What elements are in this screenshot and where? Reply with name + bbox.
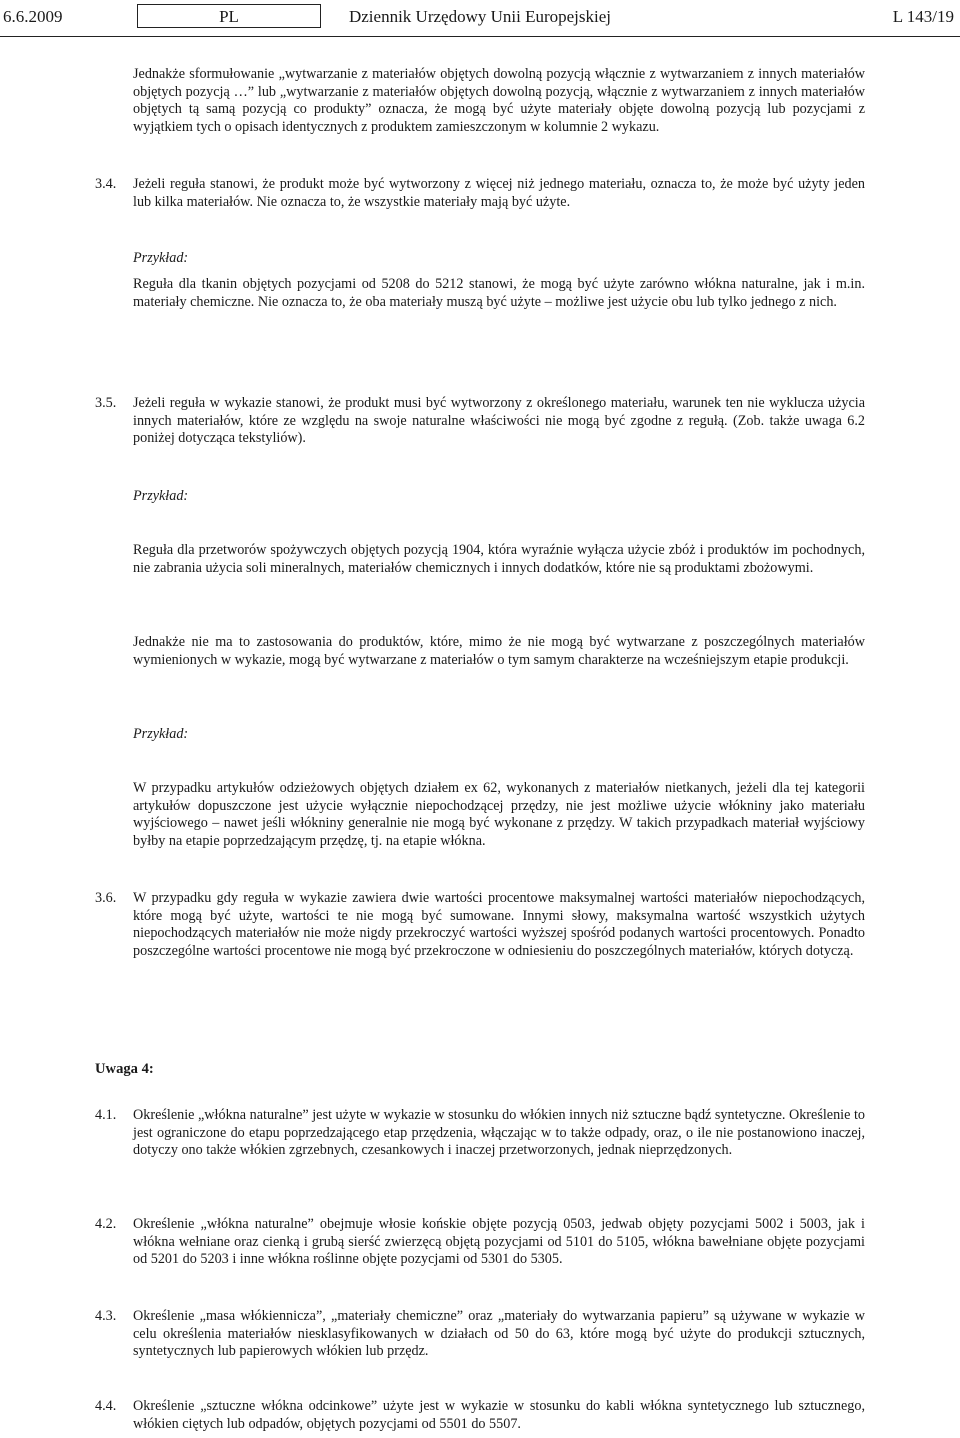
note-item-number: 4.4.: [95, 1398, 117, 1414]
note-4-heading: Uwaga 4:: [95, 1061, 154, 1077]
note-item-text: Określenie „sztuczne włókna odcinkowe” użyte jest w wykazie w stosunku do kabli włókna syntetycznego lub sztucznego, włókien ciętych lub odpadów, objętych pozycjami od 5501 do 5507.: [133, 1398, 865, 1432]
section-number-3-5: 3.5.: [95, 395, 117, 411]
section-number-3-4: 3.4.: [95, 176, 117, 192]
note-item-text: Określenie „włókna naturalne” obejmuje włosie końskie objęte pozycją 0503, jedwab objęty pozycjami 5002 i 5003, jak i włókna wełniane oraz cienką i grubą sierść zwierzęcą objętą pozycjami od 5101 do 5105, włókna bawełniane objęte pozycjami od 5201 do 5203 i inne włókna roślinne objęte pozycjami od 5301 do 5305.: [133, 1216, 865, 1268]
journal-title: Dziennik Urzędowy Unii Europejskiej: [348, 7, 611, 26]
note-item-number: 4.3.: [95, 1308, 117, 1324]
page-reference: L 143/19: [892, 7, 954, 26]
intro-paragraph: Jednakże sformułowanie „wytwarzanie z materiałów objętych dowolną pozycją włącznie z wytwarzaniem z innych materiałów objętych pozycją …” lub „wytwarzanie z materiałów objętych dowolną pozycją, włącznie z wytwarzaniem z innych materiałów objętych tą samą pozycją co produkty” oznacza, że mogą być użyte materiały objęte dowolną pozycją lub pozycjami z wyjątkiem tych o opisach identycznych z produktem zamieszczonym w kolumnie 2 wykazu.: [133, 66, 865, 135]
section-3-4-text: Jeżeli reguła stanowi, że produkt może być wytworzony z więcej niż jednego materiału, oznacza to, że może być użyty jeden lub kilka materiałów. Nie oznacza to, że wszystkie materiały mają być użyte.: [133, 176, 865, 210]
note-item-number: 4.2.: [95, 1216, 117, 1232]
section-3-5-text: Jeżeli reguła w wykazie stanowi, że produkt musi być wytworzony z określonego materiału, warunek ten nie wyklucza użycia innych materiałów, które ze względu na swoje naturalne właściwości nie mogą być zgodne z regułą. (Zob. także uwaga 6.2 poniżej dotycząca tekstyliów).: [133, 395, 865, 447]
language-box: PL: [137, 4, 321, 28]
section-3-4-example: Reguła dla tkanin objętych pozycjami od 5208 do 5212 stanowi, że mogą być użyte zarówno włókna naturalne, jak i m.in. materiały chemiczne. Nie oznacza to, że oba materiały muszą być użyte – możliwe jest użycie obu lub tylko jednego z nich.: [133, 276, 865, 310]
example-label: Przykład:: [133, 488, 189, 504]
publication-date: 6.6.2009: [3, 7, 63, 26]
section-3-5-example-2: W przypadku artykułów odzieżowych objętych działem ex 62, wykonanych z materiałów nietkanych, jeżeli dla tej kategorii artykułów dopuszczone jest użycie wyłącznie niepochodzącej przędzy, nie jest możliwe użycie włókniny jako materiału wyjściowego – nawet jeśli włókniny generalnie nie mogą być wykonane z przędzy. W takich przypadkach materiał wyjściowy byłby na etapie poprzedzającym przędzę, tj. na etapie włókna.: [133, 780, 865, 849]
section-3-6-text: W przypadku gdy reguła w wykazie zawiera dwie wartości procentowe maksymalnej wartości materiałów niepochodzących, które mogą być użyte, wartości te nie mogą być sumowane. Innymi słowy, maksymalna wartość wszystkich użytych niepochodzących materiałów nie może nigdy przekroczyć wartości wyższej spośród podanych wartości procentowych. Ponadto poszczególne wartości procentowe nie mogą być przekroczone w odniesieniu do poszczególnych materiałów, których dotyczą.: [133, 890, 865, 959]
section-number-3-6: 3.6.: [95, 890, 117, 906]
header-rule: [0, 36, 960, 37]
example-label: Przykład:: [133, 250, 189, 266]
note-item-number: 4.1.: [95, 1107, 117, 1123]
page-header: [0, 0, 960, 38]
note-item-text: Określenie „włókna naturalne” jest użyte w wykazie w stosunku do włókien innych niż sztuczne bądź syntetyczne. Określenie to jest ograniczone do etapu poprzedzającego etap przędzenia, włączając w to także odpady, oraz, o ile nie postanowiono inaczej, dotyczy ono także włókien zgrzebnych, czesankowych i inaczej przetworzonych, jednak nieprzędzonych.: [133, 1107, 865, 1159]
note-item-text: Określenie „masa włókiennicza”, „materiały chemiczne” oraz „materiały do wytwarzania papieru” są używane w wykazie w celu określenia materiałów niesklasyfikowanych w działach od 50 do 63, które mogą być użyte do produkcji sztucznych, syntetycznych lub papierowych włókien lub przędz.: [133, 1308, 865, 1360]
section-3-5-example-note: Jednakże nie ma to zastosowania do produktów, które, mimo że nie mogą być wytwarzane z poszczególnych materiałów wymienionych w wykazie, mogą być wytwarzane z materiałów o tym samym charakterze na wcześniejszym etapie produkcji.: [133, 634, 865, 668]
example-label: Przykład:: [133, 726, 189, 742]
section-3-5-example-1: Reguła dla przetworów spożywczych objętych pozycją 1904, która wyraźnie wyłącza użycie zbóż i produktów im pochodnych, nie zabrania użycia soli mineralnych, materiałów chemicznych i innych dodatków, które nie są produktami zbożowymi.: [133, 542, 865, 576]
